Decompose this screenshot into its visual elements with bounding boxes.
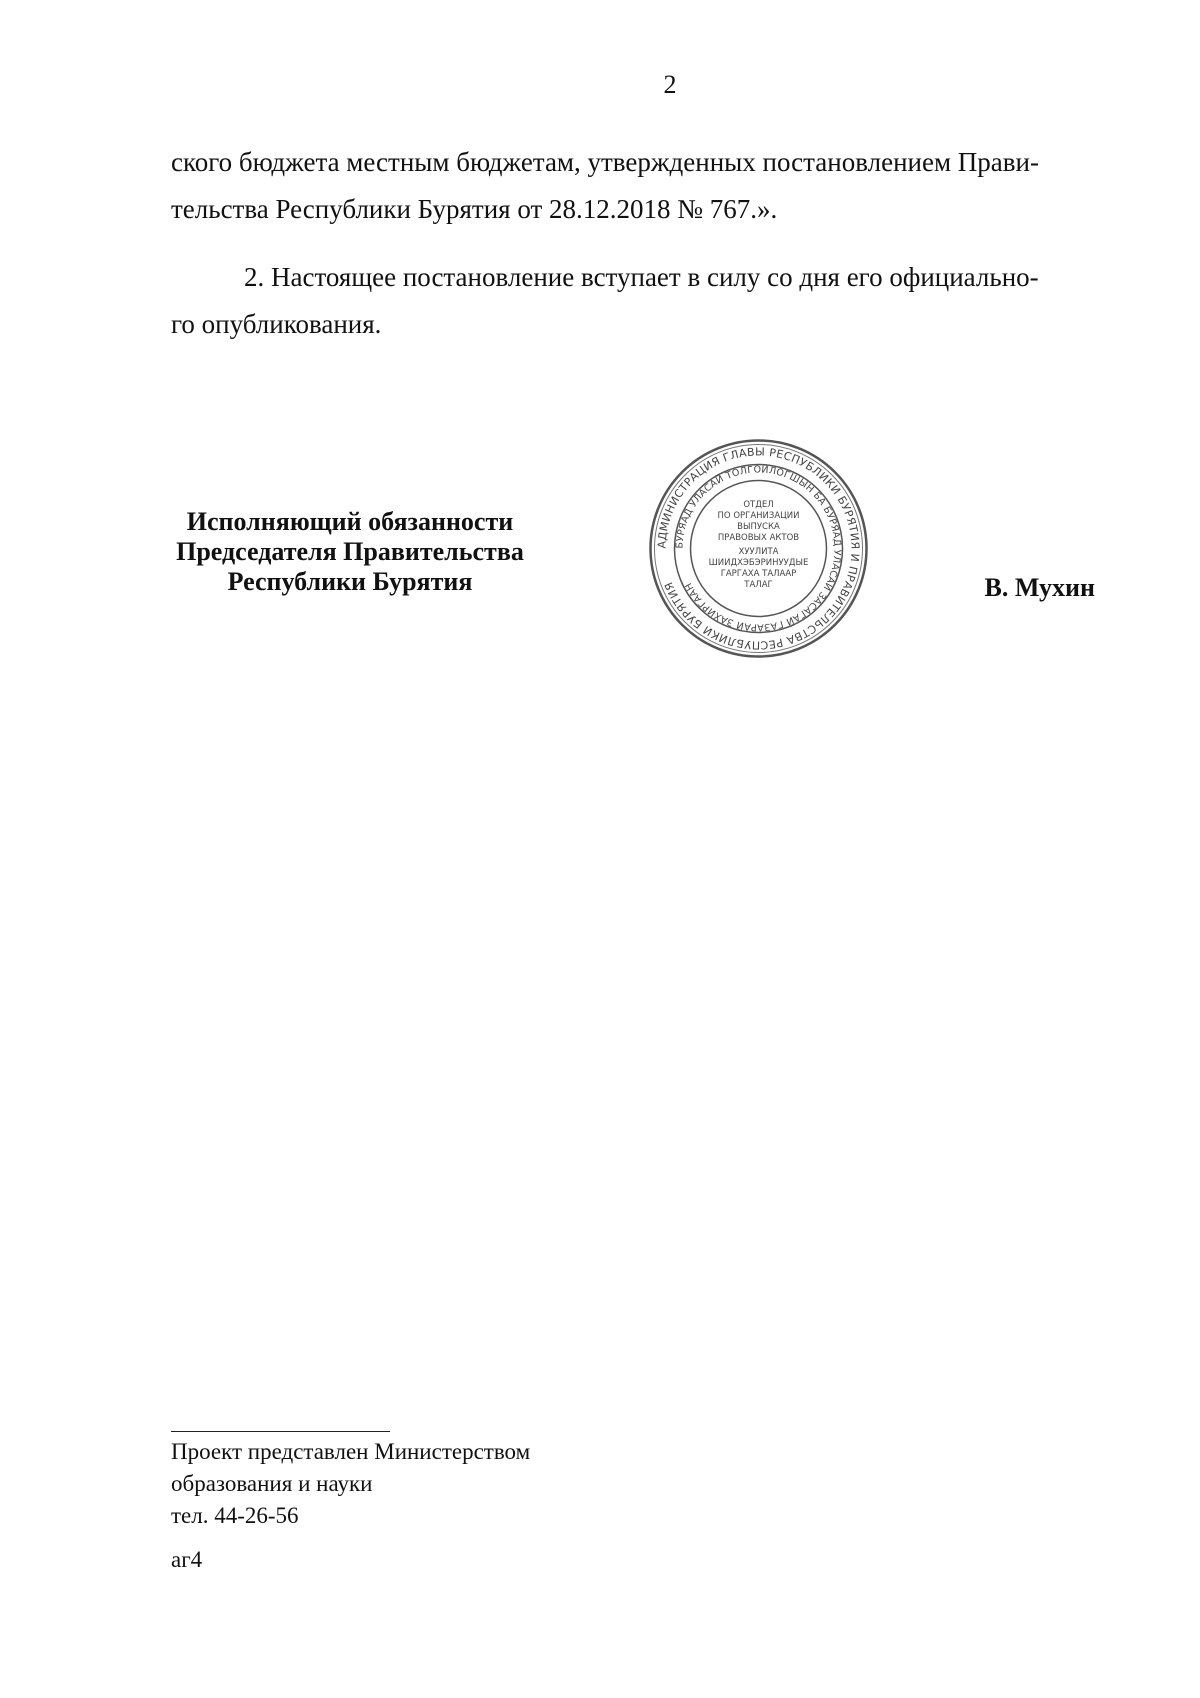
seal-center-line: ПРАВОВЫХ АКТОВ — [717, 533, 800, 543]
paragraph-effective-date — [171, 254, 1091, 348]
text-line: 2. Настоящее постановление вступает в силу со дня его официально- — [244, 262, 1039, 292]
footnote-line: Проект представлен Министерством — [171, 1439, 531, 1464]
seal-center-line: ШИИДХЭБЭРИНУУДЫЕ — [708, 558, 809, 568]
seal-center-line: ПО ОРГАНИЗАЦИИ — [717, 511, 800, 521]
seal-center-line: ГАРГАХА ТАЛААР — [720, 569, 797, 579]
seal-graphic — [646, 436, 871, 661]
signer-title-line: Председателя Правительства — [176, 537, 524, 566]
signer-name: В. Мухин — [984, 573, 1095, 602]
seal-center-text — [709, 500, 809, 590]
executor-code: аг4 — [171, 1547, 203, 1572]
seal-center-line: ТАЛАГ — [744, 580, 773, 590]
text-line: го опубликования. — [171, 309, 382, 339]
paragraph-continuation — [171, 139, 1091, 233]
footnote-line: тел. 44-26-56 — [171, 1503, 299, 1528]
seal-center-line: ОТДЕЛ — [743, 500, 774, 510]
seal-outer-text: АДМИНИСТРАЦИЯ ГЛАВЫ РЕСПУБЛИКИ БУРЯТИЯ И ПРАВИТЕЛЬСТВА РЕСПУБЛИКИ БУРЯТИЯ — [655, 445, 862, 652]
footnote — [171, 1436, 530, 1532]
footnote-divider — [171, 1431, 390, 1432]
signer-title-line: Республики Бурятия — [227, 567, 473, 596]
official-seal — [646, 436, 871, 661]
seal-center-line: ХУУЛИТА — [738, 547, 779, 557]
signer-title-line: Исполняющий обязанности — [186, 507, 514, 536]
page-number: 2 — [663, 70, 677, 99]
seal-center-line: ВЫПУСКА — [737, 522, 780, 532]
text-line: ского бюджета местным бюджетам, утвержденных постановлением Прави- — [171, 147, 1039, 177]
text-line: тельства Республики Бурятия от 28.12.2018 № 767.». — [171, 194, 778, 224]
seal-inner-ring-text: БУРЯАД УЛАСАЙ ТОЛГОЙЛОГШЫН БА БУРЯАД УЛАСАЙ ЗАСАГАЙ ГАЗАРАЙ ЗАХИРГААН — [674, 464, 843, 633]
footnote-line: образования и науки — [171, 1471, 373, 1496]
signer-title — [150, 507, 550, 597]
